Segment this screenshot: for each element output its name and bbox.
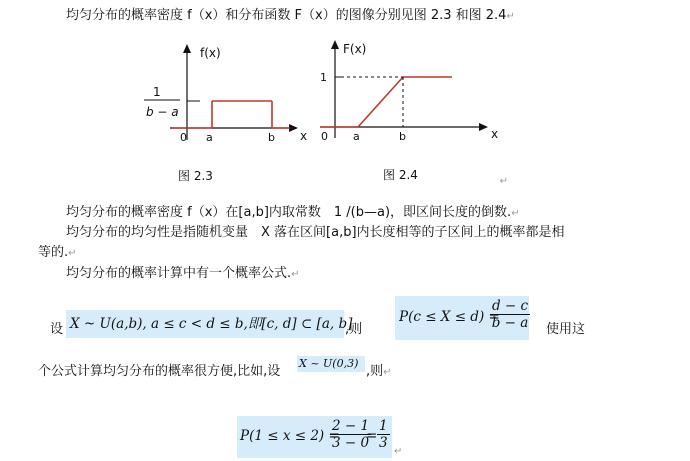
final-equals: = xyxy=(366,428,378,444)
x-axis-label: x xyxy=(300,129,308,143)
final-fraction-2-denominator: 3 xyxy=(379,435,388,451)
origin-label: 0 xyxy=(180,131,187,144)
final-fraction-1 xyxy=(330,418,371,451)
return-mark-icon: ↵ xyxy=(68,248,77,259)
probability-denominator: b − a xyxy=(491,315,529,331)
condition-formula: X ~ U(a,b), a ≤ c < d ≤ b,即[c, d] ⊂ [a, b] xyxy=(70,316,353,332)
return-mark-icon: ↵ xyxy=(291,269,300,280)
example-prefix: 个公式计算均匀分布的概率很方便,比如,设 xyxy=(38,364,281,379)
return-mark-icon: ↵ xyxy=(394,446,403,457)
height-denominator: b − a xyxy=(146,105,179,119)
formula-then: ,则 xyxy=(345,322,363,337)
probability-fraction xyxy=(490,298,530,331)
y-axis-arrow-icon xyxy=(183,44,191,53)
return-mark-icon: ↵ xyxy=(506,11,515,22)
b-label: b xyxy=(268,131,275,144)
y-axis-arrow-icon xyxy=(331,40,339,49)
x-axis-arrow-icon xyxy=(479,123,488,131)
final-fraction-1-denominator: 3 − 0 xyxy=(332,435,370,451)
y-axis-label: F(x) xyxy=(343,42,367,56)
a-label: a xyxy=(353,130,360,143)
paragraph-constant-density: 均匀分布的概率密度 f（x）在[a,b]内取常数 1 /(b—a)，即区间长度的倒数.↵ xyxy=(66,205,520,220)
return-mark-icon: ↵ xyxy=(511,208,520,219)
intro-paragraph: 均匀分布的概率密度 f（x）和分布函数 F（x）的图像分别见图 2.3 和图 2.4↵ xyxy=(66,8,515,23)
probability-numerator: d − c xyxy=(492,298,529,314)
figure-2-4 xyxy=(310,36,510,186)
height-numerator: 1 xyxy=(153,85,161,99)
figure-2-3 xyxy=(140,40,320,190)
formula-prefix: 设 xyxy=(50,322,64,337)
example-dist: X ~ U(0,3) xyxy=(299,357,359,370)
probability-lhs: P(c ≤ X ≤ d) = xyxy=(399,309,500,325)
final-fraction-2 xyxy=(377,418,390,451)
y-axis-label: f(x) xyxy=(200,46,221,60)
return-mark-icon: ↵ xyxy=(383,367,392,378)
return-mark-icon: ↵ xyxy=(499,176,508,186)
one-label: 1 xyxy=(320,71,327,84)
example-then: ,则↵ xyxy=(366,364,392,379)
final-lhs: P(1 ≤ x ≤ 2) = xyxy=(240,428,340,444)
final-fraction-2-numerator: 1 xyxy=(379,418,388,434)
paragraph-uniformity-line2: 等的.↵ xyxy=(38,245,77,260)
x-axis-arrow-icon xyxy=(289,124,298,132)
paragraph-uniformity-line1: 均匀分布的均匀性是指随机变量 X 落在区间[a,b]内长度相等的子区间上的概率都是相 xyxy=(66,225,565,240)
paragraph-probability-formula: 均匀分布的概率计算中有一个概率公式.↵ xyxy=(66,266,300,281)
x-axis-label: x xyxy=(491,127,499,141)
a-label: a xyxy=(206,131,213,144)
b-label: b xyxy=(399,130,406,143)
figure-caption: 图 2.3 xyxy=(178,169,213,183)
figure-caption: 图 2.4 xyxy=(383,168,418,182)
cdf-ramp xyxy=(358,77,403,127)
final-fraction-1-numerator: 2 − 1 xyxy=(332,418,370,434)
formula-suffix: 使用这 xyxy=(546,322,586,337)
origin-label: 0 xyxy=(321,130,328,143)
